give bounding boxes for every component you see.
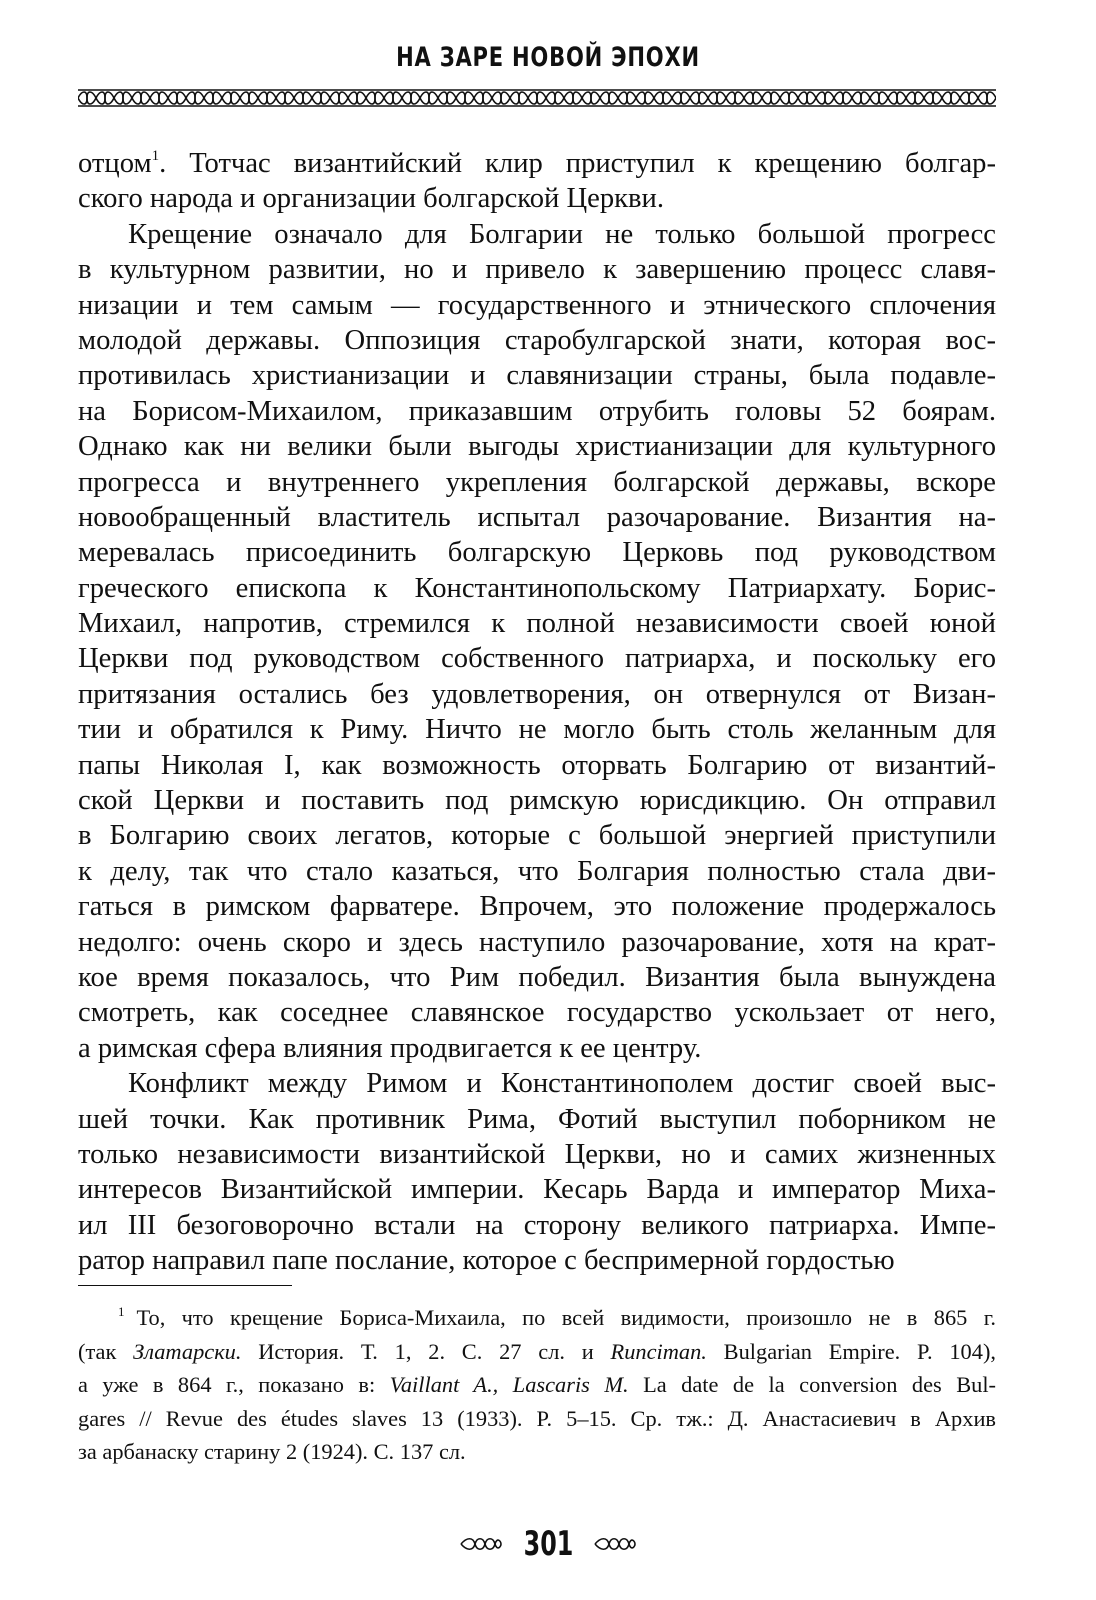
running-head: НА ЗАРЕ НОВОЙ ЭПОХИ — [396, 42, 700, 73]
page-number: 301 — [523, 1524, 573, 1564]
text-line: Конфликт между Римом и Константинополем достиг своей выс- — [128, 1068, 996, 1100]
folio-ornament-right — [593, 1537, 637, 1551]
folio-ornament-left — [459, 1537, 503, 1551]
footnote-line — [78, 1335, 996, 1369]
text-line: ил III безоговорочно встали на сторону великого патриарха. Импе- — [78, 1209, 996, 1241]
text-line: притязания остались без удовлетворения, он отвернулся от Визан- — [78, 678, 996, 710]
text-line: молодой державы. Оппозиция старобулгарской знати, которая вос- — [78, 324, 996, 356]
text-line: ской Церкви и поставить под римскую юрисдикцию. Он отправил — [78, 785, 996, 817]
text-line: Крещение означало для Болгарии не только большой прогресс — [128, 218, 996, 250]
citation-author: Златарски. — [133, 1338, 242, 1364]
citation-author: Vaillant A., Lascaris M. — [389, 1372, 629, 1397]
citation-text: Bulgarian Empire. P. 104), — [706, 1338, 996, 1364]
text-line: греческого епископа к Константинопольскому Патриархату. Борис- — [78, 572, 996, 604]
text-line: а римская сфера влияния продвигается к ее центру. — [78, 1032, 702, 1064]
text-line: только независимости византийской Церкви, но и самих жизненных — [78, 1138, 996, 1170]
text-line: гаться в римском фарватере. Впрочем, это положение продержалось — [78, 891, 996, 923]
citation-text: а уже в 864 г., показано в: — [78, 1372, 390, 1397]
footnote-line — [78, 1368, 996, 1402]
text-line: тии и обратился к Риму. Ничто не могло быть столь желанным для — [78, 714, 996, 746]
text-line: меревалась присоединить болгарскую Церковь под руководством — [78, 537, 996, 569]
footnote-marker: 1 — [118, 1304, 125, 1319]
text-line: ского народа и организации болгарской Церкви. — [78, 183, 664, 215]
text-line: в Болгарию своих легатов, которые с большой энергией приступили — [78, 820, 996, 852]
text-line: Михаил, напротив, стремился к полной независимости своей юной — [78, 608, 996, 640]
ornament-border — [78, 89, 996, 107]
main-text — [78, 146, 996, 1279]
footnote-line: за арбанаску старину 2 (1924). С. 137 сл. — [78, 1439, 466, 1464]
footnote-reference: 1 — [151, 148, 160, 164]
footnote-divider — [78, 1285, 292, 1286]
text-line: кое время показалось, что Рим победил. Византия была вынуждена — [78, 961, 996, 993]
text-line: низации и тем самым — государственного и этнического сплочения — [78, 289, 996, 321]
text-line: противилась христианизации и славянизации страны, была подавле- — [78, 360, 996, 392]
citation-text: La date de la conversion des Bul- — [628, 1372, 996, 1397]
text-line: отцом$^1$. Тотчас византийский клир приступил к крещению болгар- — [78, 148, 996, 179]
text-line: шей точки. Как противник Рима, Фотий выступил поборником не — [78, 1103, 996, 1135]
text-line: в культурном развитии, но и привело к завершению процесс славя- — [78, 254, 996, 286]
citation-text: (так — [78, 1338, 134, 1364]
text-line: интересов Византийской империи. Кесарь Варда и император Миха- — [78, 1174, 996, 1206]
text-line: папы Николая I, как возможность оторвать Болгарию от византий- — [78, 749, 996, 781]
footnote-line: $^1$ То, что крещение Бориса-Михаила, по всей видимости, произошло не в 865 г. — [118, 1304, 996, 1330]
text-line: Однако как ни велики были выгоды христианизации для культурного — [78, 431, 996, 463]
footnotes — [78, 1301, 996, 1469]
citation-author: Runciman. — [610, 1338, 707, 1364]
text-line: к делу, так что стало казаться, что Болгария полностью стала дви- — [78, 855, 996, 887]
text-line: Церкви под руководством собственного патриарха, и поскольку его — [78, 643, 996, 675]
text-line: недолго: очень скоро и здесь наступило разочарование, хотя на крат- — [78, 926, 996, 958]
page-footer — [0, 1524, 1096, 1564]
citation-text: История. Т. 1, 2. С. 27 сл. и — [241, 1338, 611, 1364]
text-line: новообращенный властитель испытал разочарование. Византия на- — [78, 501, 996, 533]
text-line: смотреть, как соседнее славянское государство ускользает от него, — [78, 997, 996, 1029]
text-line: прогресса и внутреннего укрепления болгарской державы, вскоре — [78, 466, 996, 498]
text-line: на Борисом-Михаилом, приказавшим отрубить головы 52 боярам. — [78, 395, 996, 427]
footnote-line: gares // Revue des études slaves 13 (1933). P. 5–15. Ср. тж.: Д. Анастасиевич в Архив — [78, 1405, 996, 1431]
text-line: ратор направил папе послание, которое с беспримерной гордостью — [78, 1245, 895, 1277]
